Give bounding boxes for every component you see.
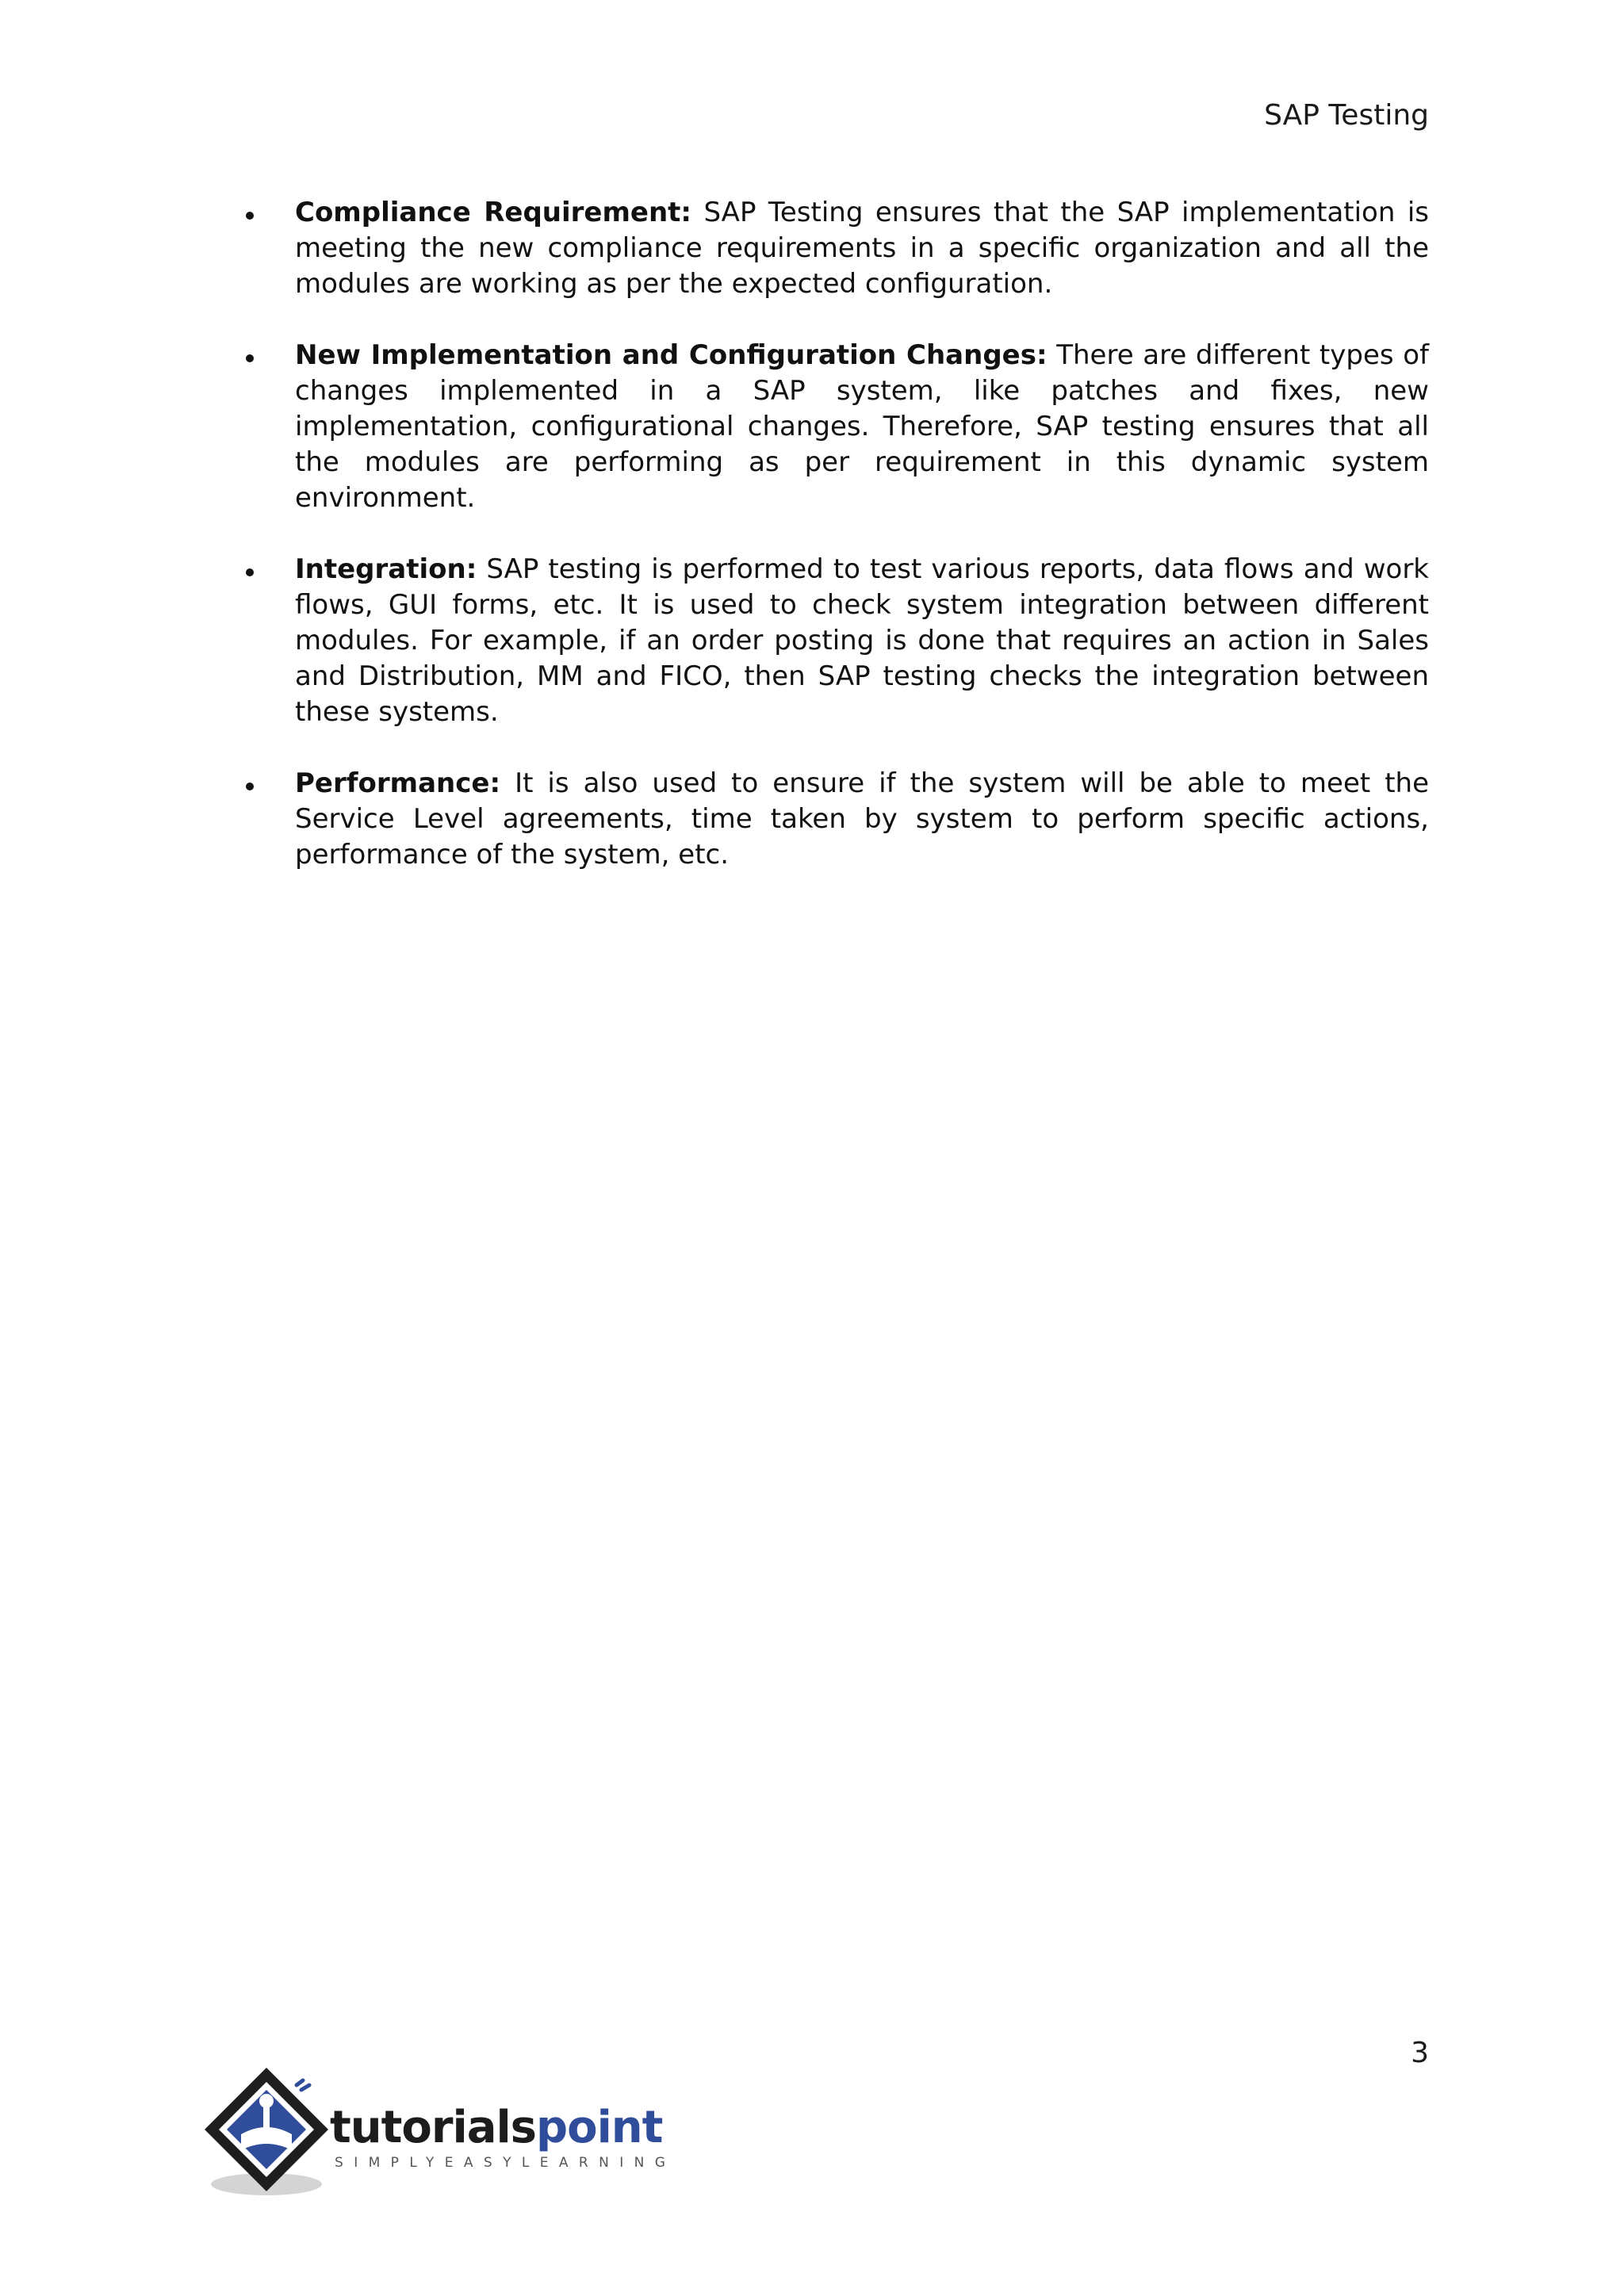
bullet-icon: [246, 212, 254, 220]
running-header-title: SAP Testing: [1264, 99, 1429, 132]
page-number: 3: [1411, 2037, 1429, 2069]
logo-tagline: SIMPLYEASYLEARNING: [335, 2155, 676, 2171]
list-item-integration: [243, 552, 1429, 730]
bullet-icon: [246, 783, 254, 790]
bullet-term: Integration:: [295, 553, 477, 585]
bullet-term: Compliance Requirement:: [295, 197, 692, 228]
bullet-text: SAP Testing ensures that the SAP implementation is meeting the new compliance requirements in a specific organization and all the modules are working as per the expected configuration.: [295, 197, 1430, 300]
bullet-text: It is also used to ensure if the system will be able to meet the Service Level agreements, time taken by system to perform specific actions, performance of the system, etc.: [295, 767, 1429, 871]
bullet-icon: [246, 568, 254, 576]
tutorialspoint-logo: [195, 2061, 676, 2204]
bullet-list: [243, 195, 1429, 873]
bullet-text: There are different types of changes implemented in a SAP system, like patches and fixes, new implementation, configurational changes. Therefore, SAP testing ensures that all the modules are performing as per requirement in this dynamic system environment.: [295, 339, 1429, 514]
document-body: [243, 195, 1429, 909]
bullet-term: Performance:: [295, 767, 501, 799]
bullet-icon: [246, 354, 254, 362]
bullet-text: SAP testing is performed to test various reports, data flows and work flows, GUI forms, etc. It is used to check system integration between different modules. For example, if an order posting is done that requires an action in Sales and Distribution, MM and FICO, then SAP testing checks the integration between these systems.: [295, 553, 1429, 728]
logo-word-tutorials: tutorials: [330, 2102, 537, 2153]
logo-wordmark: [330, 2103, 662, 2153]
bullet-term: New Implementation and Configuration Changes:: [295, 339, 1048, 371]
list-item-new-implementation: [243, 338, 1429, 516]
tutorialspoint-logo-icon: [195, 2061, 338, 2204]
logo-word-point: point: [536, 2102, 663, 2153]
list-item-compliance-requirement: [243, 195, 1429, 302]
list-item-performance: [243, 766, 1429, 873]
